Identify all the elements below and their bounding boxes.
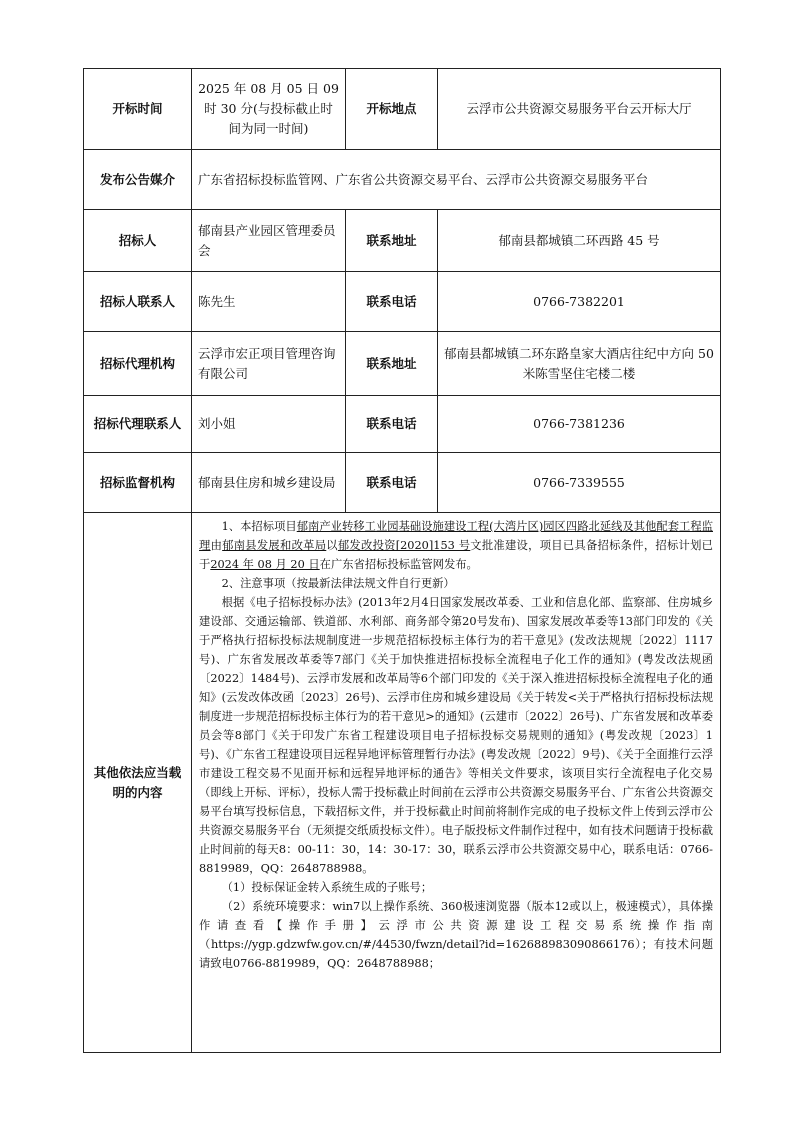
deposit-paragraph: （1）投标保证金转入系统生成的子账号； xyxy=(221,881,433,894)
tenderer-phone-value: 0766-7382201 xyxy=(438,272,721,332)
supervisor-value: 郁南县住房和城乡建设局 xyxy=(192,453,346,513)
open-place-label: 开标地点 xyxy=(346,69,438,150)
row-other xyxy=(84,513,721,1053)
other-label: 其他依法应当载明的内容 xyxy=(84,513,192,1053)
project-text-b: 由 xyxy=(210,539,223,552)
agency-phone-label: 联系电话 xyxy=(346,396,438,453)
row-agency-contact xyxy=(84,396,721,453)
tenderer-label: 招标人 xyxy=(84,210,192,272)
regulations-paragraph: 根据《电子招标投标办法》(2013年2月4日国家发展改革委、工业和信息化部、监察部、住房城乡建设部、交通运输部、铁道部、水利部、商务部令第20号发布)、国家发展改革委等13部门印发的《关于严格执行招标投标法规制度进一步规范招标投标主体行为的若干意见》(发改法规规〔2022〕1117号)、广东省发展改革委等7部门《关于加快推进招标投标全流程电子化工作的通知》(粤发改法规函〔2022〕1484号)、云浮市发展和改革局等6个部门印发的《关于深入推进招标投标全流程电子化的通知》(云发改体改函〔2023〕26号)、云浮市住房和城乡建设局《关于转发<关于严格执行招标投标法规制度进一步规范招标投标主体行为的若干意见>的通知》(云建市〔2022〕26号)、广东省发展和改革委员会等8部门《关于印发广东省工程建设项目电子招标投标交易规则的通知》(粤发改规〔2023〕1号)、《广东省工程建设项目远程异地评标管理暂行办法》(粤发改规〔2022〕9号)、《关于全面推行云浮市建设工程交易不见面开标和远程异地评标的通告》等相关文件要求，该项目实行全流程电子化交易（即线上开标、评标），投标人需于投标截止时间前在云浮市公共资源交易服务平台、广东省公共资源交易平台填写投标信息，下载招标文件，并于投标截止时间前将制作完成的电子投标文件上传到云浮市公共资源交易服务平台（无须提交纸质投标文件）。电子版投标文件制作过程中，如有技术问题请于投标截止时间前的每天8：00-11：30，14：30-17：30，联系云浮市公共资源交易中心，联系电话：0766-8819989，QQ：2648788988。 xyxy=(199,596,714,875)
other-content xyxy=(192,513,721,1053)
agency-phone-value: 0766-7381236 xyxy=(438,396,721,453)
tenderer-contact-label: 招标人联系人 xyxy=(84,272,192,332)
agency-address-label: 联系地址 xyxy=(346,332,438,396)
tenderer-phone-label: 联系电话 xyxy=(346,272,438,332)
tenderer-address-label: 联系地址 xyxy=(346,210,438,272)
project-text-e: 在广东省招标投标监管网发布。 xyxy=(319,558,478,571)
open-place-value: 云浮市公共资源交易服务平台云开标大厅 xyxy=(438,69,721,150)
open-time-label: 开标时间 xyxy=(84,69,192,150)
agency-address-value: 郁南县都城镇二环东路皇家大酒店往纪中方向 50 米陈雪坚住宅楼二楼 xyxy=(438,332,721,396)
approval-doc-number: 郁发改投资[2020]153 号 xyxy=(337,539,471,552)
tender-info-table xyxy=(83,68,721,1053)
media-value: 广东省招标投标监管网、广东省公共资源交易平台、云浮市公共资源交易服务平台 xyxy=(192,150,721,210)
agency-contact-value: 刘小姐 xyxy=(192,396,346,453)
project-paragraph xyxy=(199,517,713,574)
system-requirements-paragraph: （2）系统环境要求：win7以上操作系统、360极速浏览器（版本12或以上，极速模式），具体操作请查看【操作手册】云浮市公共资源建设工程交易系统操作指南（https://ygp.gdzwfw.gov.cn/#/44530/fwzn/detail?id=162688983090866176）；有技术问题请致电0766-8819989，QQ：2648788988； xyxy=(199,900,713,970)
project-text-c: 以 xyxy=(326,539,338,552)
open-time-value: 2025 年 08 月 05 日 09 时 30 分(与投标截止时间为同一时间) xyxy=(192,69,346,150)
plan-publish-date: 2024 年 08 月 20 日 xyxy=(210,558,320,571)
agency-label: 招标代理机构 xyxy=(84,332,192,396)
row-open-time xyxy=(84,69,721,150)
project-name: 郁南产业转移工业园基础设施建设工程(大湾片区)园区四路北延线及其他配套工程监理 xyxy=(199,520,713,552)
approver-name: 郁南县发展和改革局 xyxy=(222,539,327,552)
supervisor-label: 招标监督机构 xyxy=(84,453,192,513)
media-label: 发布公告媒介 xyxy=(84,150,192,210)
supervisor-phone-value: 0766-7339555 xyxy=(438,453,721,513)
project-text-a: 1、本招标项目 xyxy=(221,520,297,533)
row-tenderer xyxy=(84,210,721,272)
supervisor-phone-label: 联系电话 xyxy=(346,453,438,513)
tenderer-contact-value: 陈先生 xyxy=(192,272,346,332)
row-tenderer-contact xyxy=(84,272,721,332)
project-text-d: 文批准建设，项目已具备招标条件，招标计划已于 xyxy=(199,539,713,571)
agency-value: 云浮市宏正项目管理咨询有限公司 xyxy=(192,332,346,396)
tenderer-value: 郁南县产业园区管理委员会 xyxy=(192,210,346,272)
row-supervisor xyxy=(84,453,721,513)
row-agency xyxy=(84,332,721,396)
row-media xyxy=(84,150,721,210)
tenderer-address-value: 郁南县都城镇二环西路 45 号 xyxy=(438,210,721,272)
agency-contact-label: 招标代理联系人 xyxy=(84,396,192,453)
notice-heading: 2、注意事项（按最新法律法规文件自行更新） xyxy=(221,577,455,590)
